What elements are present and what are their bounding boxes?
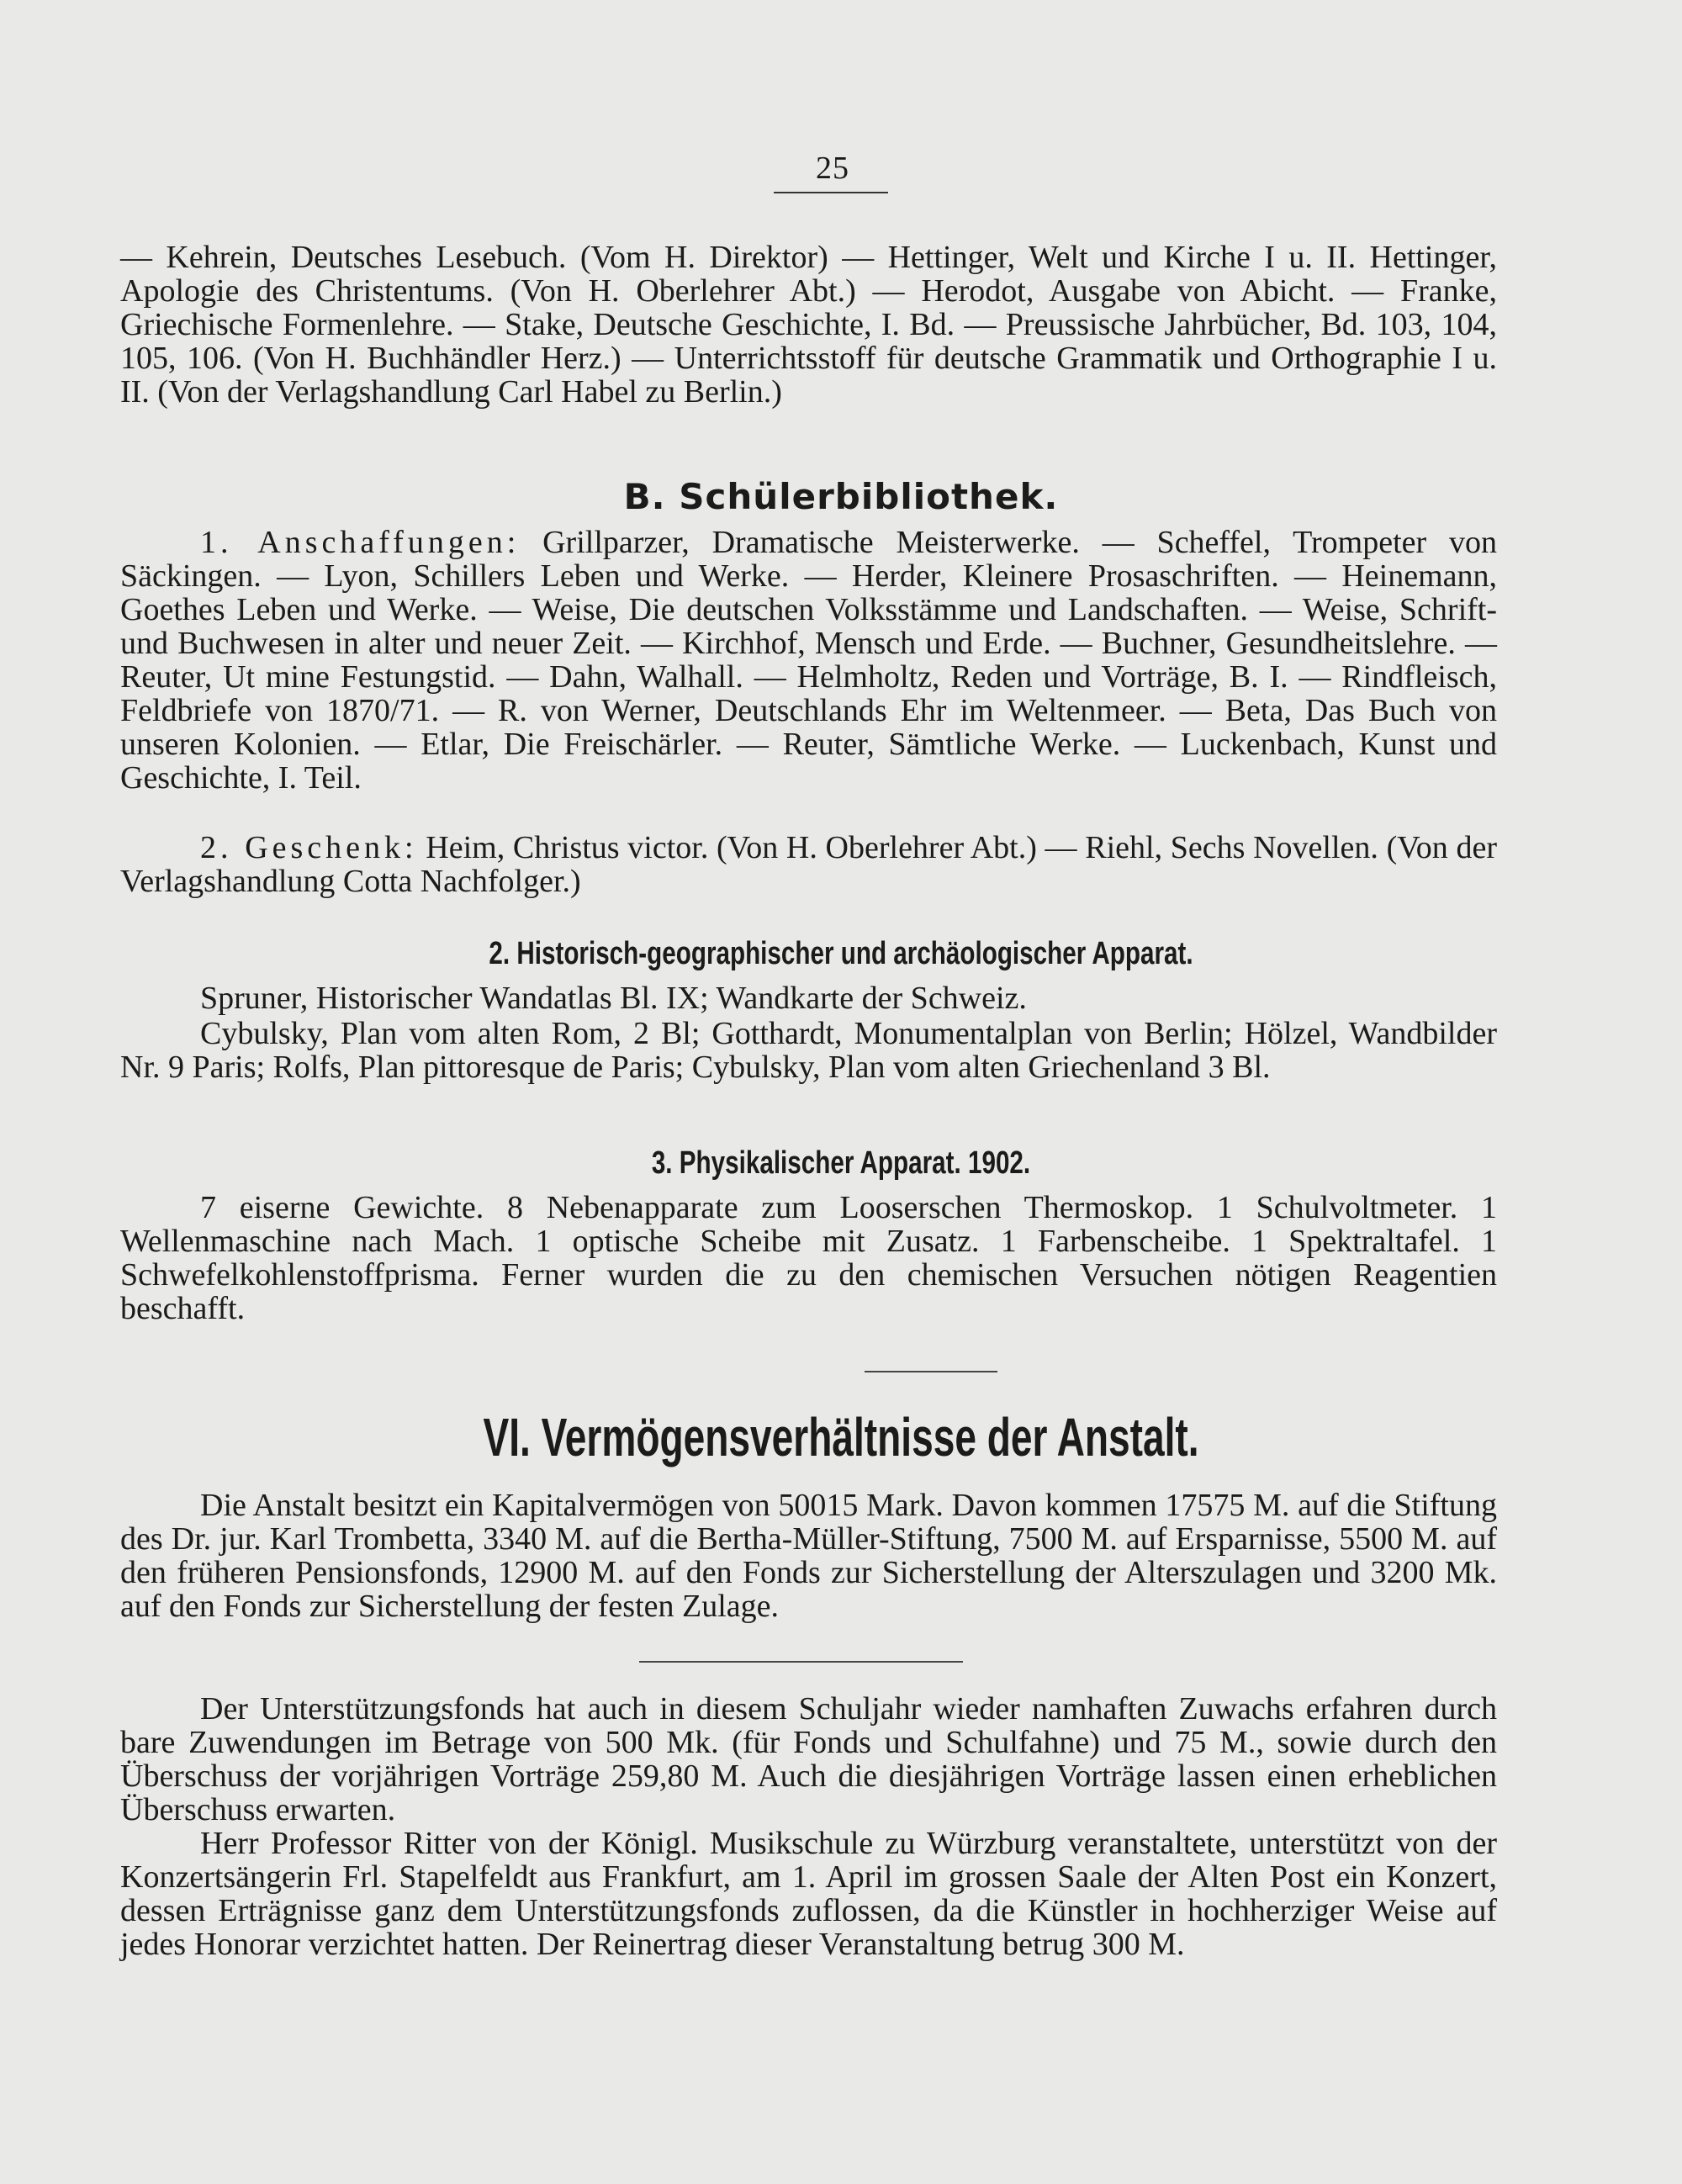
gift-text: Heim, Christus victor. (Von H. Oberlehrer Abt.) — Riehl, Sechs Novellen. (Von der Verlagshandlung Cotta Nachfolger.): [120, 830, 1498, 899]
acquisitions-paragraph: [120, 526, 1497, 795]
section-2-line1: Spruner, Historischer Wandatlas Bl. IX; Wandkarte der Schweiz.: [200, 981, 1027, 1016]
section-2-line2: Cybulsky, Plan vom alten Rom, 2 Bl; Gotthardt, Monumentalplan von Berlin; Hölzel, Wandbilder Nr. 9 Paris; Rolfs, Plan pittoresque de Paris; Cybulsky, Plan vom alten Griechenland 3 Bl.: [120, 1016, 1497, 1085]
section-divider: [865, 1371, 997, 1372]
gift-paragraph: [120, 831, 1497, 898]
page-number-rule: [774, 192, 888, 193]
teacher-library-continuation: — Kehrein, Deutsches Lesebuch. (Vom H. Direktor) — Hettinger, Welt und Kirche I u. II. Hettinger, Apologie des Christentums. (Von H. Oberlehrer Abt.) — Herodot, Ausgabe von Abicht. — Franke, Griechische Formenlehre. — Stake, Deutsche Geschichte, I. Bd. — Preussische Jahrbücher, Bd. 103, 104, 105, 106. (Von H. Buchhändler Herz.) — Unterrichtsstoff für deutsche Grammatik und Orthographie I u. II. (Von der Verlagshandlung Carl Habel zu Berlin.): [120, 240, 1497, 410]
section-3-text: 7 eiserne Gewichte. 8 Nebenapparate zum Looserschen Thermoskop. 1 Schulvoltmeter. 1 Wellenmaschine nach Mach. 1 optische Scheibe mit Zusatz. 1 Farbenscheibe. 1 Spektraltafel. 1 Schwefelkohlenstoffprisma. Ferner wurden die zu den chemischen Versuchen nötigen Reagentien beschafft.: [120, 1190, 1497, 1326]
paragraph-divider: [639, 1661, 963, 1663]
gift-label: 2. Geschenk:: [200, 830, 418, 865]
section-3-heading: 3. Physikalischer Apparat. 1902.: [651, 1145, 1031, 1181]
section-vi-para1: Die Anstalt besitzt ein Kapitalvermögen von 50015 Mark. Davon kommen 17575 M. auf die Stiftung des Dr. jur. Karl Trombetta, 3340 M. auf die Bertha-Müller-Stiftung, 7500 M. auf Ersparnisse, 5500 M. auf den früheren Pensionsfonds, 12900 M. auf den Fonds zur Sicherstellung der Alterszulagen und 3200 Mk. auf den Fonds zur Sicherstellung der festen Zulage.: [120, 1488, 1497, 1624]
acquisitions-label: 1. Anschaffungen:: [200, 525, 521, 560]
section-vi-para3: Herr Professor Ritter von der Königl. Musikschule zu Würzburg veranstaltete, unterstützt von der Konzertsängerin Frl. Stapelfeldt aus Frankfurt, am 1. April im grossen Saale der Alten Post ein Konzert, dessen Erträgnisse ganz dem Unterstützungsfonds zuflossen, da die Künstler in hochherziger Weise auf jedes Honorar verzichtet hatten. Der Reinertrag dieser Veranstaltung betrug 300 M.: [120, 1826, 1497, 1962]
section-vi-para2: Der Unterstützungsfonds hat auch in diesem Schuljahr wieder namhaften Zuwachs erfahren durch bare Zuwendungen im Betrage von 500 Mk. (für Fonds und Schulfahne) und 75 M., sowie durch den Überschuss der vorjährigen Vorträge 259,80 M. Auch die diesjährigen Vorträge lassen einen erheblichen Überschuss erwarten.: [120, 1691, 1497, 1827]
acquisitions-text: Grillparzer, Dramatische Meisterwerke. — Scheffel, Trompeter von Säckingen. — Lyon, Schillers Leben und Werke. — Herder, Kleinere Prosaschriften. — Heinemann, Goethes Leben und Werke. — Weise, Die deutschen Volksstämme und Landschaften. — Weise, Schrift- und Buchwesen in alter und neuer Zeit. — Kirchhof, Mensch und Erde. — Buchner, Gesundheitslehre. — Reuter, Ut mine Festungstid. — Dahn, Walhall. — Helmholtz, Reden und Vorträge, B. I. — Rindfleisch, Feldbriefe von 1870/71. — R. von Werner, Deutschlands Ehr im Weltenmeer. — Beta, Das Buch von unseren Kolonien. — Etlar, Die Freischärler. — Reuter, Sämtliche Werke. — Luckenbach, Kunst und Geschichte, I. Teil.: [120, 525, 1498, 796]
page-number: 25: [816, 151, 849, 186]
section-2-heading: 2. Historisch-geographischer und archäologischer Apparat.: [489, 936, 1193, 971]
section-vi-heading: VI. Vermögensverhältnisse der Anstalt.: [483, 1407, 1199, 1467]
section-b-heading: B. Schülerbibliothek.: [623, 476, 1059, 517]
